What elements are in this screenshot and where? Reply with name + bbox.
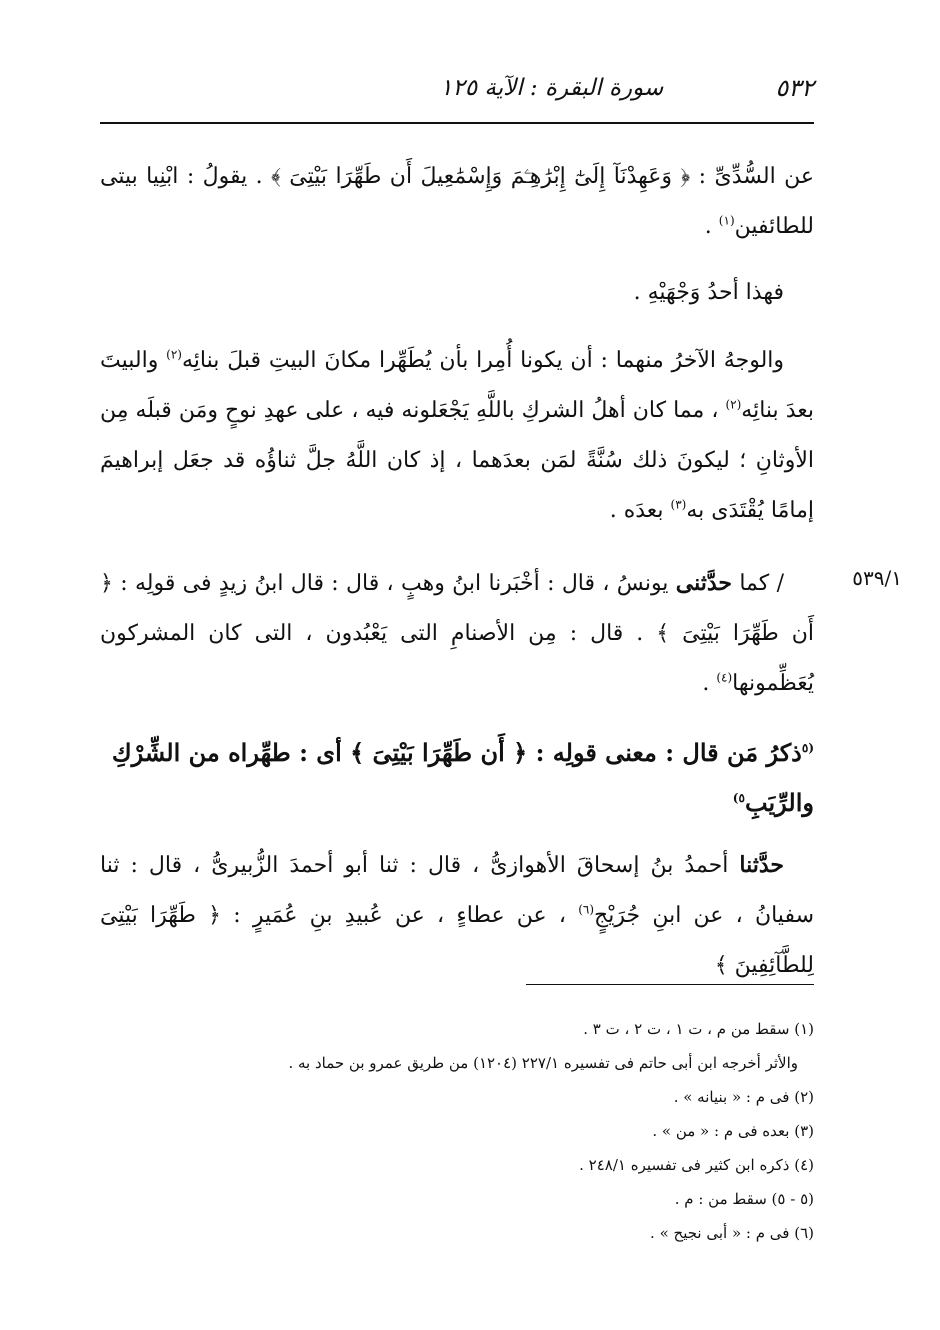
main-text-block — [100, 152, 814, 252]
paragraph-1 — [100, 152, 814, 252]
footnote-2: (٢) فى م : « بنيانه » . — [673, 1088, 814, 1106]
footnote-6: (٦) فى م : « أبى نجيح » . — [650, 1224, 814, 1242]
p5-haddathana: حدَّثنا — [739, 852, 784, 878]
page-number: ٥٣٢ — [775, 74, 814, 102]
footnote-ref-6: (٦) — [578, 902, 595, 917]
footnote-5: (٥ - ٥) سقط من : م . — [674, 1190, 814, 1208]
p3-text-c: ، مما كان أهلُ الشركِ باللَّهِ يَجْعَلونه فيه ، على عهدِ نوحٍ ومَن قبلَه مِن الأوثانِ ؛ ليكونَ ذلك سُنَّةً لمَن بعدَهما ، إذ كان اللَّهُ جلَّ ثناؤُه قد جعَل إبراهيمَ إمامًا يُقْتَدَى به — [100, 398, 814, 523]
quran-quote-2: ﴿ أَن طَهِّرَا بَيْتِىَ ﴾ — [100, 571, 814, 646]
footnote-ref-2a: (٢) — [166, 347, 182, 362]
quran-quote-1: ﴿ وَعَهِدْنَآ إِلَىٰٓ إِبْرَٰهِـۧمَ وَإِسْمَٰعِيلَ أَن طَهِّرَا بَيْتِىَ ﴾ — [271, 164, 691, 189]
footnote-rule — [526, 984, 814, 985]
p5-text-c: ، عن عطاءٍ ، عن عُبيدِ بنِ عُمَيرٍ : — [233, 903, 579, 928]
p1-text-a: عن السُّدِّىِّ : — [698, 164, 814, 189]
footnote-ref-4: (٤) — [716, 670, 733, 685]
paragraph-2-block — [100, 268, 814, 318]
p4-haddathani: حدَّثنى — [675, 570, 733, 596]
paragraph-5-block — [100, 840, 814, 991]
footnote-ref-2b: (٢) — [725, 397, 742, 412]
running-title: سورة البقرة : الآية ١٢٥ — [440, 75, 664, 101]
heading-text-b: أى : طهِّراه من الشِّرْكِ والرِّيَبِ — [111, 738, 814, 817]
footnote-1-continuation: والأثر أخرجه ابن أبى حاتم فى تفسيره ٢٢٧/١ (١٢٠٤) من طريق عمرو بن حماد به . — [288, 1054, 798, 1072]
p1-end: . — [704, 214, 719, 239]
footnote-3: (٣) بعده فى م : « من » . — [652, 1122, 814, 1140]
p4-text-c: يونسُ ، قال : أخْبَرنا ابنُ وهبٍ ، قال : قال ابنُ زيدٍ فى قولِه : — [120, 571, 676, 596]
footnote-ref-5a: (٥ — [801, 741, 814, 755]
p4-end: . — [702, 671, 717, 696]
heading-text-a: ذكرُ مَن قال : معنى قولِه : — [535, 738, 802, 767]
paragraph-5 — [100, 840, 814, 991]
margin-page-reference: ٥٣٩/١ — [852, 566, 902, 590]
p1-text-b: . يقولُ : ابْنِيا بيتى للطائفين — [100, 164, 814, 239]
p5-text-b: أحمدُ بنُ إسحاقَ الأهوازىُّ ، قال : ثنا أبو أحمدَ الزُّبيرىُّ ، قال : ثنا سفيانُ ، عن ابنِ جُرَيْجٍ — [100, 853, 815, 928]
quran-quote-3: ﴿ أَن طَهِّرَا بَيْتِىَ ﴾ — [350, 738, 528, 767]
section-heading — [100, 728, 814, 828]
footnote-1: (١) سقط من م ، ت ١ ، ت ٢ ، ت ٣ . — [583, 1020, 814, 1038]
header-rule — [100, 122, 814, 124]
p4-text-a: / كما — [739, 571, 784, 596]
p3-text-b: والبيتَ بعدَ بنائِه — [100, 348, 814, 423]
paragraph-4 — [100, 558, 814, 709]
page-header — [100, 66, 814, 110]
p3-text-d: بعدَه . — [609, 498, 671, 523]
paragraph-3-block — [100, 336, 814, 536]
paragraph-4-block — [100, 558, 814, 709]
footnotes — [100, 1012, 814, 1250]
p3-text-a: والوجهُ الآخرُ منهما : أن يكونا أُمِرا بأن يُطَهِّرا مكانَ البيتِ قبلَ بنائِه — [181, 348, 785, 373]
footnote-ref-3: (٣) — [670, 497, 687, 512]
quran-quote-4: ﴿ طَهِّرَا بَيْتِىَ لِلطَّآئِفِينَ ﴾ — [100, 903, 814, 978]
paragraph-3 — [100, 336, 814, 536]
paragraph-2: فهذا أحدُ وَجْهَيْهِ . — [633, 280, 784, 305]
p4-text-d: . قال : مِن الأصنامِ التى يَعْبُدون ، التى كان المشركون يُعَظِّمونها — [100, 621, 814, 696]
footnote-ref-5b: ٥) — [732, 791, 745, 805]
footnote-4: (٤) ذكره ابن كثير فى تفسيره ٢٤٨/١ . — [579, 1156, 814, 1174]
footnote-ref-1: (١) — [718, 213, 735, 228]
